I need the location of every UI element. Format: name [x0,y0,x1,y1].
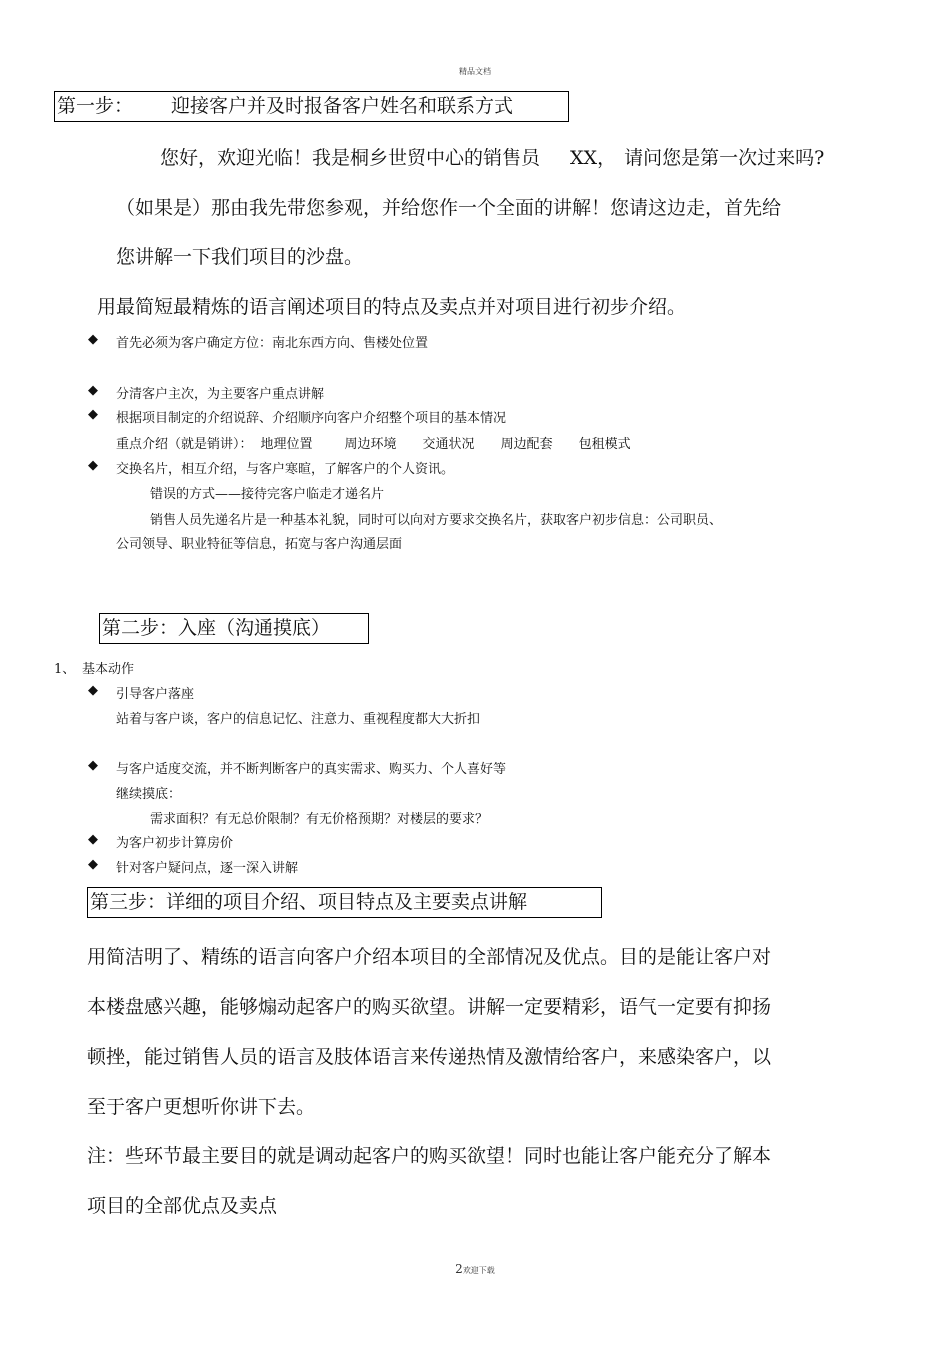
greeting-text-b: 请问您是第一次过来吗? [624,147,825,169]
bullet-icon: ◆ [88,758,98,773]
footer-text: 欢迎下载 [462,1266,495,1275]
focus-item: 周边环境 [344,437,397,452]
step2-bullet-1: 引导客户落座 [116,687,195,702]
step1-line3: 您讲解一下我们项目的沙盘。 [116,246,364,268]
step3-note-line2: 项目的全部优点及卖点 [87,1195,278,1217]
bullet-icon: ◆ [88,383,98,398]
step1-bullet-2: 分清客户主次，为主要客户重点讲解 [116,387,325,402]
step1-summary: 用最简短最精炼的语言阐述项目的特点及卖点并对项目进行初步介绍。 [97,296,687,318]
step1-greeting [160,143,824,170]
step3-para-line1: 用简洁明了、精练的语言向客户介绍本项目的全部情况及优点。目的是能让客户对 [87,946,772,968]
right-method-line1: 销售人员先递名片是一种基本礼貌，同时可以向对方要求交换名片，获取客户初步信息：公司职员、 [150,513,723,528]
step1-bullet-1: 首先必须为客户确定方位：南北东西方向、售楼处位置 [116,336,429,351]
step1-title-label: 第一步： [57,95,134,117]
step1-line2: （如果是）那由我先带您参观，并给您作一个全面的讲解！您请这边走，首先给 [116,197,782,219]
focus-item: 包租模式 [578,437,631,452]
step3-para-line2: 本楼盘感兴趣，能够煽动起客户的购买欲望。讲解一定要精彩，语气一定要有抑扬 [87,996,772,1018]
bullet-icon: ◆ [88,458,98,473]
bullet-icon: ◆ [88,857,98,872]
step2-num: 1、 [54,662,76,677]
step1-bullet-4: 交换名片，相互介绍，与客户寒暄，了解客户的个人资讯。 [116,462,455,477]
step1-title-text: 迎接客户并及时报备客户姓名和联系方式 [171,95,514,117]
step2-bullet-2-sub: 继续摸底： [116,787,182,802]
step2-bullet-1-sub: 站着与客户谈，客户的信息记忆、注意力、重视程度都大大折扣 [116,712,481,727]
wrong-method: 错误的方式——接待完客户临走才递名片 [150,487,385,502]
bullet-icon: ◆ [88,683,98,698]
greeting-text-a: 您好，欢迎光临！我是桐乡世贸中心的销售员 [160,147,541,169]
step2-questions: 需求面积？有无总价限制？有无价格预期？对楼层的要求？ [150,812,489,827]
focus-item: 地理位置 [260,437,313,452]
step2-bullet-3: 为客户初步计算房价 [116,836,234,851]
focus-line [116,433,631,452]
bullet-icon: ◆ [88,832,98,847]
right-method-line2: 公司领导、职业特征等信息，拓宽与客户沟通层面 [116,537,403,552]
step2-basic-actions: 基本动作 [82,662,135,677]
step3-note-line1: 注：些环节最主要目的就是调动起客户的购买欲望！同时也能让客户能充分了解本 [87,1145,772,1167]
step3-title-box: 第三步：详细的项目介绍、项目特点及主要卖点讲解 [87,887,602,918]
step3-para-line4: 至于客户更想听你讲下去。 [87,1096,316,1118]
page-number: 2 [455,1262,463,1276]
step3-para-line3: 顿挫，能过销售人员的语言及肢体语言来传递热情及激情给客户，来感染客户，以 [87,1046,772,1068]
greeting-salesperson: XX， [570,147,617,169]
step2-bullet-2: 与客户适度交流，并不断判断客户的真实需求、购买力、个人喜好等 [116,762,507,777]
step2-bullet-4: 针对客户疑问点，逐一深入讲解 [116,861,299,876]
focus-item: 交通状况 [422,437,475,452]
focus-label: 重点介绍（就是销讲）： [116,437,253,452]
step2-title-box: 第二步：入座（沟通摸底） [99,613,369,644]
page-header: 精品文档 [459,67,491,76]
bullet-icon: ◆ [88,332,98,347]
focus-item: 周边配套 [500,437,553,452]
step1-bullet-3: 根据项目制定的介绍说辞、介绍顺序向客户介绍整个项目的基本情况 [116,411,507,426]
page-footer [0,1262,950,1276]
bullet-icon: ◆ [88,407,98,422]
step1-title-box [54,91,569,122]
